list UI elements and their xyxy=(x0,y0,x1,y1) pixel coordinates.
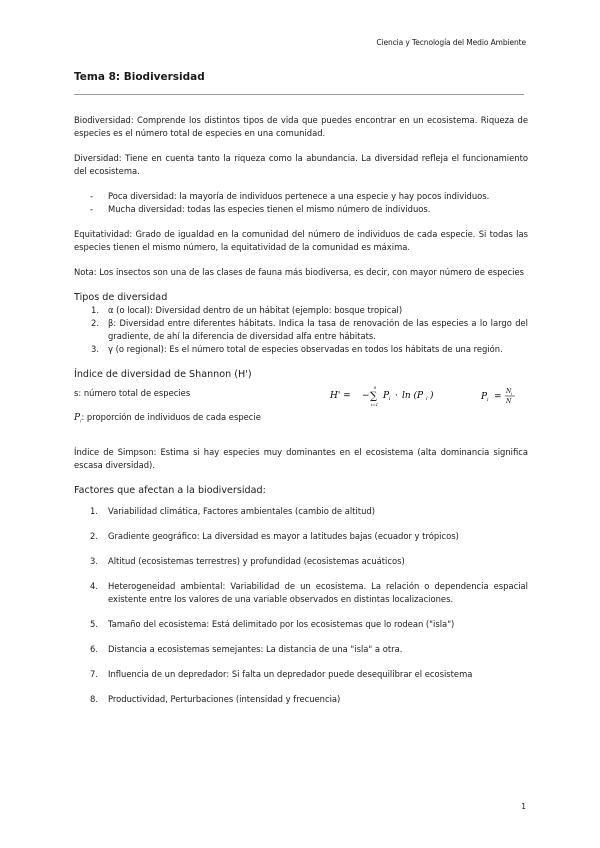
paragraph-simpson: Índice de Simpson: Estima si hay especies muy dominantes en el ecosistema (alta dominancia significa escasa diversidad). xyxy=(74,446,528,470)
list-item: 1. Variabilidad climática, Factores ambientales (cambio de altitud) xyxy=(90,505,375,516)
proportion-formula xyxy=(481,383,531,409)
p-num: N xyxy=(506,388,512,395)
formula-dot: · xyxy=(395,391,398,401)
diversity-levels-list xyxy=(74,190,528,216)
shannon-heading: Índice de diversidad de Shannon (H') xyxy=(74,369,252,380)
list-item: 7. Influencia de un depredador: Si falta un depredador puede desequilibrar el ecosistema xyxy=(90,668,473,679)
page-header: Ciencia y Tecnología del Medio Ambiente xyxy=(376,38,526,47)
formula-minus: − xyxy=(362,391,370,401)
sigma-top: s xyxy=(374,386,377,391)
list-item: 8. Productividad, Perturbaciones (intensidad y frecuencia) xyxy=(90,693,341,704)
p-den: N xyxy=(506,398,512,405)
list-item: 3. γ (o regional): Es el número total de especies observadas en todos los hábitats de una región. xyxy=(91,344,503,354)
page-number: 1 xyxy=(521,802,526,811)
pi-definition: $P_i$: proporción de individuos de cada especie xyxy=(74,412,261,425)
list-item: 2. Gradiente geográfico: La diversidad es mayor a latitudes bajas (ecuador y trópicos) xyxy=(90,530,459,541)
tipos-list xyxy=(74,304,528,356)
paragraph-diversidad: Diversidad: Tiene en cuenta tanto la riqueza como la abundancia. La diversidad refleja el funcionamiento del ecosistema. xyxy=(74,153,528,176)
shannon-formula-row xyxy=(74,381,528,411)
p-lhs-sub: i xyxy=(487,397,489,403)
list-item: 3. Altitud (ecosistemas terrestres) y profundidad (ecosistemas acuáticos) xyxy=(90,555,405,566)
formula-term: P xyxy=(383,391,390,401)
title-divider xyxy=(74,94,524,95)
paragraph-biodiversidad: Biodiversidad: Comprende los distintos tipos de vida que puedes encontrar en un ecosistema. Riqueza de especies es el número total de especies en una comunidad. xyxy=(74,115,528,138)
p-eq: = xyxy=(494,392,502,402)
formula-ln-sub: i xyxy=(426,396,428,402)
page-title: Tema 8: Biodiversidad xyxy=(74,71,205,83)
shannon-formula xyxy=(328,381,468,411)
formula-ln: ln (P xyxy=(402,391,424,401)
p-lhs: P xyxy=(481,392,488,402)
s-definition: s: número total de especies xyxy=(74,388,191,398)
formula-lhs: H' = xyxy=(330,391,351,401)
list-item: 1. α (o local): Diversidad dentro de un hábitat (ejemplo: bosque tropical) xyxy=(91,305,403,315)
document-body xyxy=(74,114,528,718)
list-item: - Mucha diversidad: todas las especies tienen el mismo número de individuos. xyxy=(74,203,528,216)
sigma-symbol: ∑ xyxy=(370,391,378,402)
list-item: 4. Heterogeneidad ambiental: Variabilidad de un ecosistema. La relación o dependencia espacial existente entre los valores de una variable observados en distintas localizaciones. xyxy=(90,580,528,604)
sigma-bottom: i=1 xyxy=(371,402,379,407)
list-item: 5. Tamaño del ecosistema: Está delimitado por los ecosistemas que lo rodean ("isla") xyxy=(90,618,455,629)
paragraph-equitatividad: Equitatividad: Grado de igualdad en la comunidad del número de individuos de cada especie. Si todas las especies tienen el mismo número, la equitatividad de la comunidad es máxima. xyxy=(74,229,528,252)
list-item: - Poca diversidad: la mayoría de individuos pertenece a una especie y hay pocos individuos. xyxy=(74,190,528,203)
p-num-sub: i xyxy=(511,392,513,396)
paragraph-nota: Nota: Los insectos son una de las clases de fauna más biodiversa, es decir, con mayor número de especies xyxy=(74,267,525,277)
formula-close: ) xyxy=(430,391,434,401)
factores-heading: Factores que afectan a la biodiversidad: xyxy=(74,484,266,496)
tipos-heading: Tipos de diversidad xyxy=(74,292,168,303)
formula-term-sub: i xyxy=(389,396,391,402)
list-item: 2. β: Diversidad entre diferentes hábitats. Indica la tasa de renovación de las especies a lo largo del gradiente, de ahí la diferencia de diversidad alfa entre hábitats. xyxy=(91,318,528,341)
factores-list xyxy=(74,505,528,706)
list-item: 6. Distancia a ecosistemas semejantes: La distancia de una "isla" a otra. xyxy=(90,643,403,654)
